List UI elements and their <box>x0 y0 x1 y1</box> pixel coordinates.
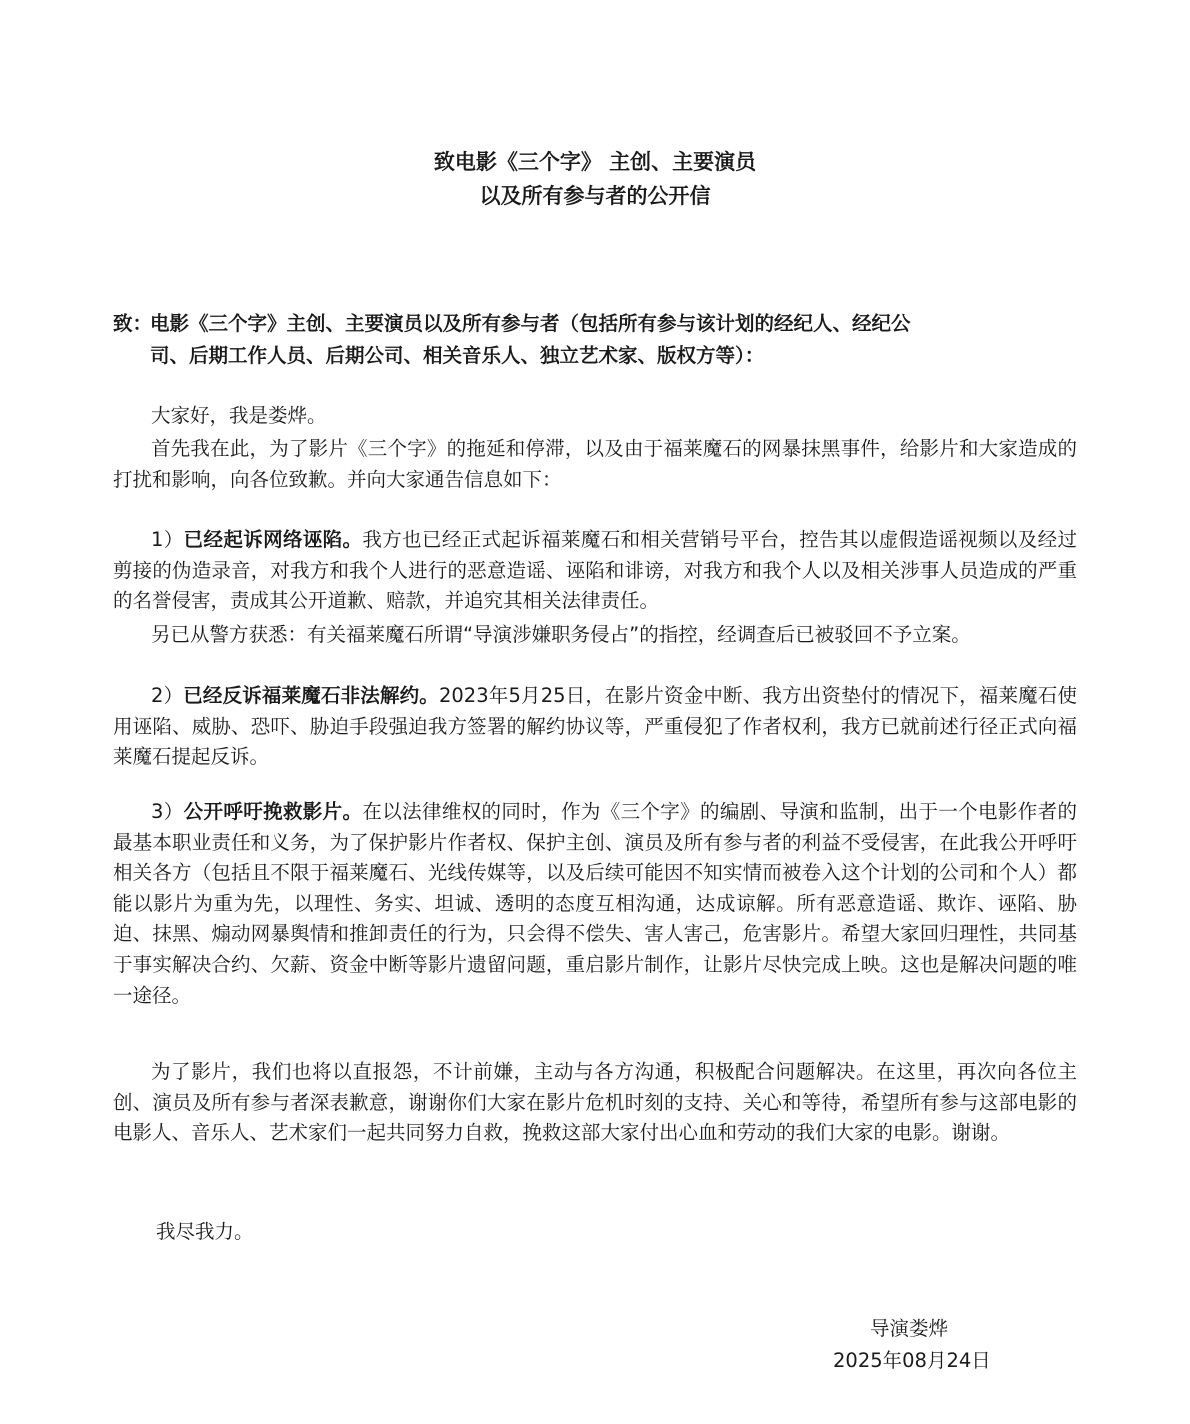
item-2-body: 2023年5月25日，在影片资金中断、我方出资垫付的情况下，福莱魔石使用诬陷、威胁、恐吓、胁迫手段强迫我方签署的解约协议等，严重侵犯了作者权利，我方已就前述行径正式向福莱魔石提起反诉。 <box>113 684 1077 769</box>
signature-name: 导演娄烨 <box>870 1317 949 1340</box>
item-1-heading: 已经起诉网络诬陷。 <box>183 528 363 551</box>
address-line-2: 司、后期工作人员、后期公司、相关音乐人、独立艺术家、版权方等）： <box>150 344 765 367</box>
item-1-paragraph <box>113 525 1077 617</box>
item-3-body: 在以法律维权的同时，作为《三个字》的编剧、导演和监制，出于一个电影作者的最基本职业责任和义务，为了保护影片作者权、保护主创、演员及所有参与者的利益不受侵害，在此我公开呼吁相关各方（包括且不限于福莱魔石、光线传媒等，以及后续可能因不知实情而被卷入这个计划的公司和个人）都能以影片为重为先，以理性、务实、坦诚、透明的态度互相沟通，达成谅解。所有恶意造谣、欺诈、诬陷、胁迫、抹黑、煽动网暴舆情和推卸责任的行为，只会得不偿失、害人害己，危害影片。希望大家回归理性，共同基于事实解决合约、欠薪、资金中断等影片遗留问题，重启影片制作，让影片尽快完成上映。这也是解决问题的唯一途径。 <box>113 800 1077 1007</box>
signature-date: 2025年08月24日 <box>833 1349 991 1372</box>
item-2-paragraph <box>113 681 1077 773</box>
address-line-1: 电影《三个字》主创、主要演员以及所有参与者（包括所有参与该计划的经纪人、经纪公 <box>150 312 911 335</box>
closing-paragraph: 为了影片，我们也将以直报怨，不计前嫌，主动与各方沟通，积极配合问题解决。在这里，再次向各位主创、演员及所有参与者深表歉意，谢谢你们大家在影片危机时刻的支持、关心和等待，希望所有参与这部电影的电影人、音乐人、艺术家们一起共同努力自救，挽救这部大家付出心血和劳动的我们大家的电影。谢谢。 <box>113 1060 1077 1145</box>
item-2-heading: 已经反诉福莱魔石非法解约。 <box>183 684 439 707</box>
item-3-heading: 公开呼吁挽救影片。 <box>183 800 363 823</box>
final-line: 我尽我力。 <box>156 1220 254 1243</box>
letter-title-line-2: 以及所有参与者的公开信 <box>479 184 711 208</box>
intro-paragraph: 首先我在此，为了影片《三个字》的拖延和停滞，以及由于福莱魔石的网暴抹黑事件，给影片和大家造成的打扰和影响，向各位致歉。并向大家通告信息如下： <box>113 437 1077 491</box>
item-2-number: 2） <box>151 684 184 707</box>
item-3-number: 3） <box>151 800 184 823</box>
item-1-body: 我方也已经正式起诉福莱魔石和相关营销号平台，控告其以虚假造谣视频以及经过剪接的伪造录音，对我方和我个人进行的恶意造谣、诬陷和诽谤，对我方和我个人以及相关涉事人员造成的严重的名誉侵害，责成其公开道歉、赔款，并追究其相关法律责任。 <box>113 528 1077 613</box>
item-1-number: 1） <box>151 528 184 551</box>
letter-title-line-1: 致电影《三个字》 主创、主要演员 <box>433 150 757 174</box>
greeting: 大家好，我是娄烨。 <box>151 404 327 427</box>
item-3-paragraph <box>113 797 1077 1011</box>
address-label: 致： <box>113 312 153 335</box>
item-1-note: 另已从警方获悉：有关福莱魔石所谓“导演涉嫌职务侵占”的指控，经调查后已被驳回不予立案。 <box>151 623 971 646</box>
